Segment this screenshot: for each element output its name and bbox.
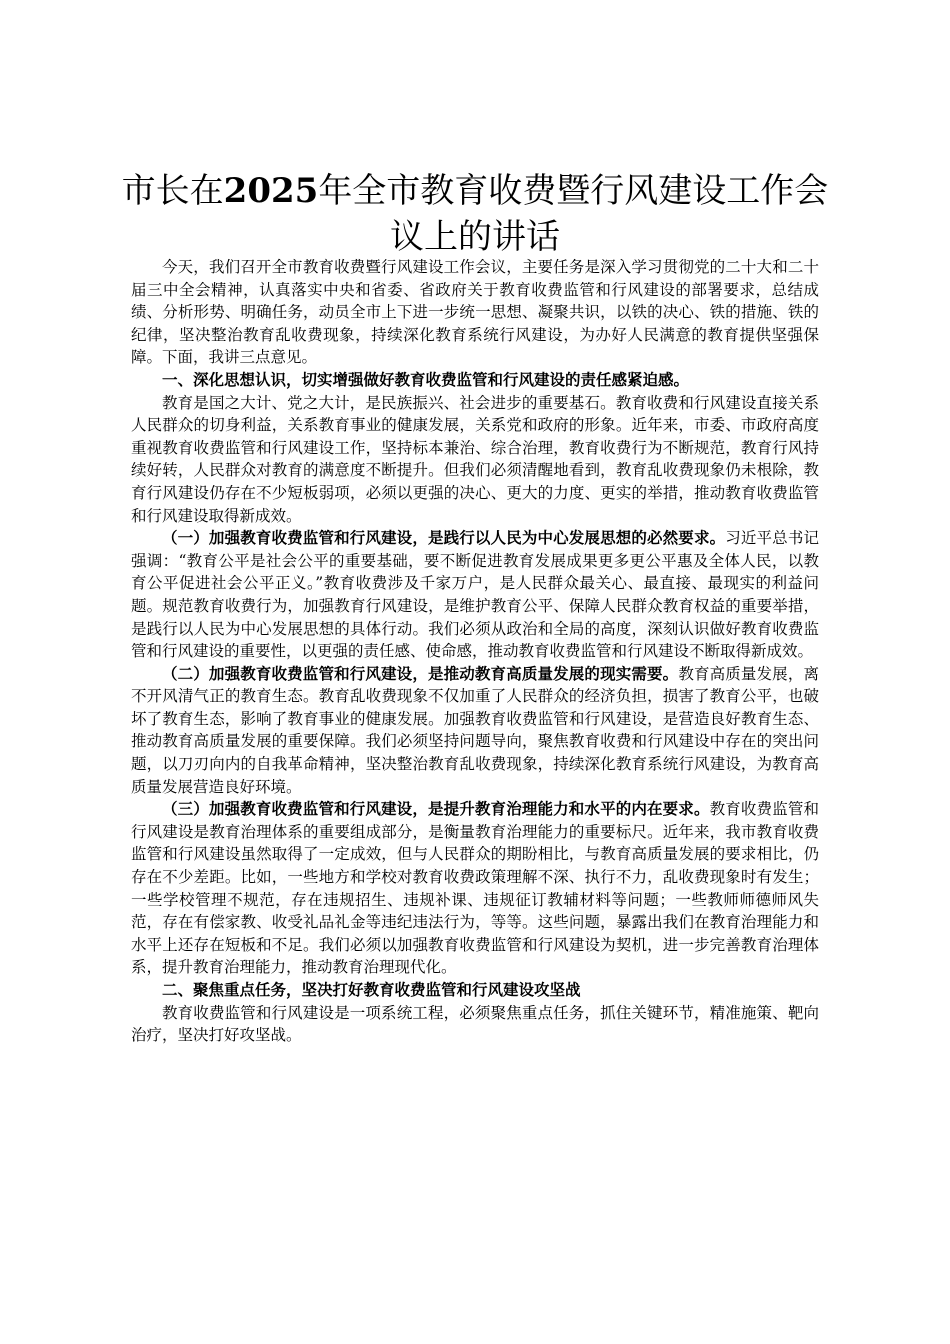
paragraph-subsection-3	[131, 798, 819, 979]
section-2-heading: 二、聚焦重点任务，坚决打好教育收费监管和行风建设攻坚战	[162, 980, 581, 999]
document-title	[112, 168, 838, 260]
section-1-heading: 一、深化思想认识，切实增强做好教育收费监管和行风建设的责任感紧迫感。	[162, 369, 690, 389]
subsection-2-text: 教育高质量发展，离不开风清气正的教育生态。教育乱收费现象不仅加重了人民群众的经济负担，损害了教育公平，也破坏了教育生态，影响了教育事业的健康发展。加强教育收费监管和行风建设，是营造良好教育生态、推动教育高质量发展的重要保障。我们必须坚持问题导向，聚焦教育收费和行风建设中存在的突出问题，以刀刃向内的自我革命精神，坚决整治教育乱收费现象，持续深化教育系统行风建设，为教育高质量发展营造良好环境。	[131, 664, 819, 796]
subsection-2-heading: （二）加强教育收费监管和行风建设，是推动教育高质量发展的现实需要。	[162, 663, 679, 683]
document-body	[131, 256, 819, 1047]
title-year: 2025	[223, 171, 319, 211]
paragraph-section-1: 教育是国之大计、党之大计，是民族振兴、社会进步的重要基石。教育收费和行风建设直接关系人民群众的切身利益，关系教育事业的健康发展，关系党和政府的形象。近年来，市委、市政府高度重视教育收费监管和行风建设工作，坚持标本兼治、综合治理，教育收费行为不断规范，教育行风持续好转，人民群众对教育的满意度不断提升。但我们必须清醒地看到，教育乱收费现象仍未根除，教育行风建设仍存在不少短板弱项，必须以更强的决心、更大的力度、更实的举措，推动教育收费监管和行风建设取得新成效。	[131, 393, 819, 525]
paragraph-section-2: 教育收费监管和行风建设是一项系统工程，必须聚焦重点任务，抓住关键环节，精准施策、靶向治疗，坚决打好攻坚战。	[131, 1003, 819, 1045]
title-part-2: 年全市教育收费暨行风建设工作会议上的讲话	[318, 171, 829, 257]
paragraph-subsection-1	[131, 527, 819, 663]
paragraph-subsection-2	[131, 663, 819, 799]
subsection-1-heading: （一）加强教育收费监管和行风建设，是践行以人民为中心发展思想的必然要求。	[162, 528, 726, 548]
subsection-3-text: 教育收费监管和行风建设是教育治理体系的重要组成部分，是衡量教育治理能力的重要标尺。近年来，我市教育收费监管和行风建设虽然取得了一定成效，但与人民群众的期盼相比，与教育高质量发展的要求相比，仍存在不少差距。比如，一些地方和学校对教育收费政策理解不深、执行不力，乱收费现象时有发生；一些学校管理不规范，存在违规招生、违规补课、违规征订教辅材料等问题；一些教师师德师风失范，存在有偿家教、收受礼品礼金等违纪违法行为，等等。这些问题，暴露出我们在教育治理能力和水平上还存在短板和不足。我们必须以加强教育收费监管和行风建设为契机，进一步完善教育治理体系，提升教育治理能力，推动教育治理现代化。	[131, 800, 819, 977]
subsection-1-text: 习近平总书记强调：“教育公平是社会公平的重要基础，要不断促进教育发展成果更多更公平惠及全体人民，以教育公平促进社会公平正义。”教育收费涉及千家万户，是人民群众最关心、最直接、最现实的利益问题。规范教育收费行为，加强教育行风建设，是维护教育公平、保障人民群众教育权益的重要举措，是践行以人民为中心发展思想的具体行动。我们必须从政治和全局的高度，深刻认识做好教育收费监管和行风建设的重要性，以更强的责任感、使命感，推动教育收费监管和行风建设不断取得新成效。	[131, 529, 819, 661]
paragraph-intro: 今天，我们召开全市教育收费暨行风建设工作会议，主要任务是深入学习贯彻党的二十大和二十届三中全会精神，认真落实中央和省委、省政府关于教育收费监管和行风建设的部署要求，总结成绩、分析形势、明确任务，动员全市上下进一步统一思想、凝聚共识，以铁的决心、铁的措施、铁的纪律，坚决整治教育乱收费现象，持续深化教育系统行风建设，为办好人民满意的教育提供坚强保障。下面，我讲三点意见。	[131, 258, 819, 367]
title-part-1: 市长在	[121, 171, 224, 211]
subsection-3-heading: （三）加强教育收费监管和行风建设，是提升教育治理能力和水平的内在要求。	[162, 799, 710, 819]
